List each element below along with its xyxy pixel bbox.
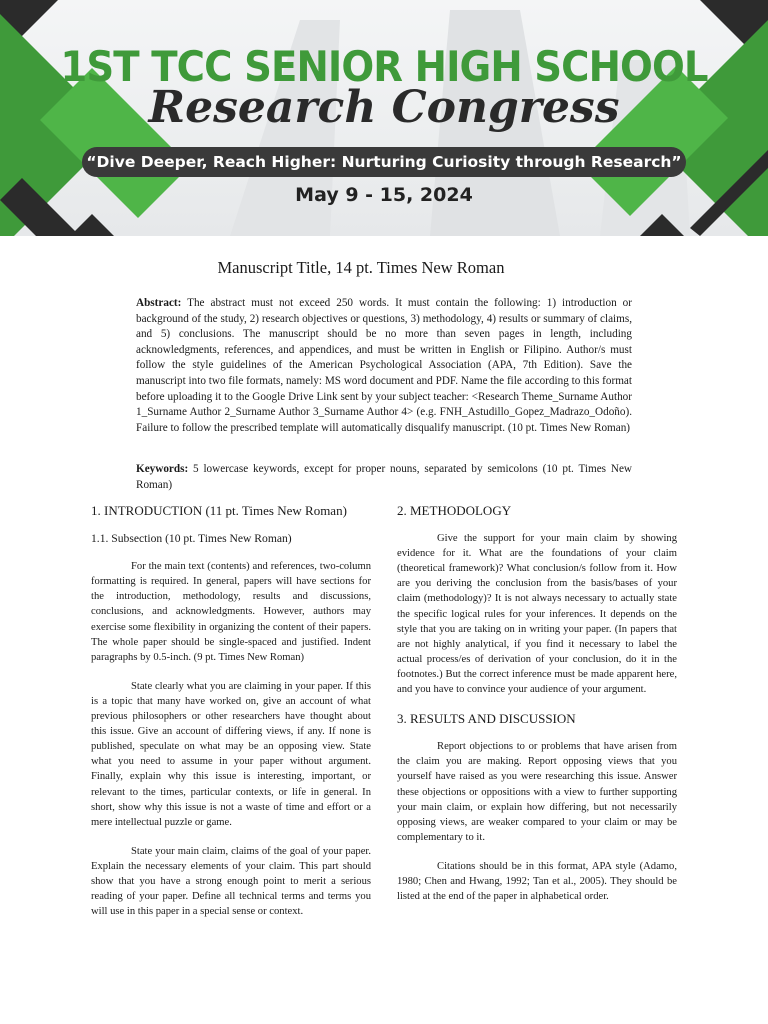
congress-banner bbox=[0, 0, 768, 236]
congress-subtitle: Research Congress bbox=[148, 82, 620, 133]
congress-dates: May 9 - 15, 2024 bbox=[295, 184, 473, 206]
methodology-paragraph: Give the support for your main claim by showing evidence for it. What are the foundations of your claim (theoretical framework)? What conclusion/s follow from it. How are you deriving the conclusion from the basis/bases of your claim (methodology)? It is not always necessary to actually state the specific logical rules for your inferences. It depends on the style that you are taking on in writing your paper. (In papers that are not highly analytical, if you find it necessary to label the actual process/es of derivation of your conclusion, do it in the footnotes.) But the correct inference must be made apparent here, and you have to convince your audience of your argument. bbox=[397, 533, 677, 696]
manuscript-title: Manuscript Title, 14 pt. Times New Roman bbox=[217, 258, 505, 277]
methodology-heading: 2. METHODOLOGY bbox=[397, 503, 512, 518]
congress-title: 1ST TCC SENIOR HIGH SCHOOL bbox=[60, 42, 708, 91]
abstract-label: Abstract: bbox=[136, 297, 182, 309]
results-paragraph: Citations should be in this format, APA style (Adamo, 1980; Chen and Hwang, 1992; Tan et al., 2005). They should be listed at the end of the paper in alphabetical order. bbox=[397, 860, 677, 903]
right-column bbox=[397, 503, 677, 918]
left-column bbox=[91, 503, 371, 933]
intro-paragraph: For the main text (contents) and references, two-column formatting is required. In general, papers will have sections for the introduction, methodology, results and discussions, conclusions, and acknowledgments. However, authors may exercise some flexibility in organizing the content of their papers. The whole paper should be single-spaced and justified. Indent paragraphs by 0.5-inch. (9 pt. Times New Roman) bbox=[91, 561, 371, 663]
abstract bbox=[136, 296, 632, 436]
keywords-label: Keywords: bbox=[136, 463, 189, 475]
abstract-text: The abstract must not exceed 250 words. It must contain the following: 1) introduction or background of the study, 2) research objectives or questions, 3) methodology, 4) results or summary of claims, and 5) conclusions. The manuscript should be no more than seven pages in length, including acknowledgments, references, and appendices, and must be written in English or Filipino. Author/s must follow the style guidelines of the American Psychological Association (APA, 7th Edition). Save the manuscript into two file formats, namely: MS word document and PDF. Name the file according to this format before uploading it to the Google Drive Link sent by your subject teacher: <Research Theme_Surname Author 1_Surname Author 2_Surname Author 3_Surname Author 4> (e.g. FNH_Astudillo_Gopez_Madrazo_Odoño). Failure to follow the prescribed template will automatically disqualify manuscript. (10 pt. Times New Roman) bbox=[136, 297, 632, 434]
subsection-heading: 1.1. Subsection (10 pt. Times New Roman) bbox=[91, 532, 292, 546]
intro-paragraph: State clearly what you are claiming in your paper. If this is a topic that many have worked on, give an account of what previous philosophers or other researchers have thought about this issue. Give an account of differing views, if any. If none is published, speculate on what may be an opposing view. State what you need to assume in your paper without argument. Finally, explain why this issue is interesting, important, or relevant to the times, particular contexts, or life in general. In short, show why this issue is not a waste of time and effort or a mere intellectual puzzle or game. bbox=[91, 680, 371, 828]
keywords-text: 5 lowercase keywords, except for proper nouns, separated by semicolons (10 pt. Times New Roman) bbox=[136, 463, 632, 491]
intro-paragraph: State your main claim, claims of the goal of your paper. Explain the necessary elements of your claim. This part should show that you have a strong enough point to merit a serious reading of your paper. Define all technical terms and terms you will use in this paper in a special sense or context. bbox=[91, 845, 371, 918]
results-heading: 3. RESULTS AND DISCUSSION bbox=[397, 711, 576, 727]
results-paragraph: Report objections to or problems that have arisen from the claim you are making. Report opposing views that you yourself have raised as you were researching this issue. Answer these objections or oppositions with a view to further supporting your main claim, or explain how differing, but not necessarily opposing views, are weaker compared to your claim or may be complementary to it. bbox=[397, 741, 677, 843]
congress-theme: “Dive Deeper, Reach Higher: Nurturing Curiosity through Research” bbox=[82, 147, 686, 177]
introduction-heading: 1. INTRODUCTION (11 pt. Times New Roman) bbox=[91, 503, 347, 518]
keywords bbox=[136, 462, 632, 493]
